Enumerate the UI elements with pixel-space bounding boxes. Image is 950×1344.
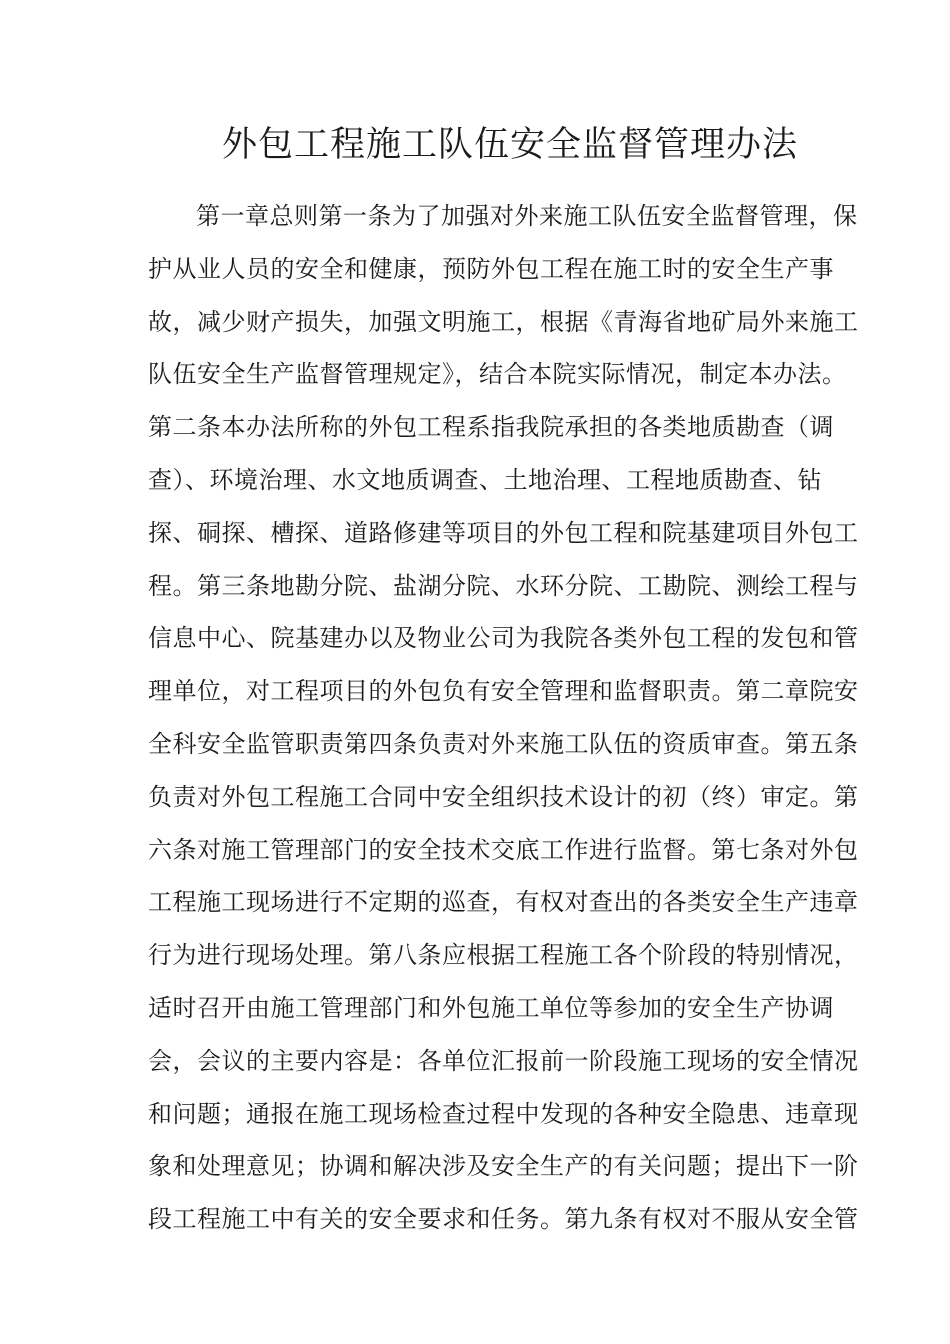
body-line: 段工程施工中有关的安全要求和任务。第九条有权对不服从安全管 — [148, 1205, 859, 1234]
body-line: 会，会议的主要内容是：各单位汇报前一阶段施工现场的安全情况 — [148, 1046, 859, 1075]
body-line: 和问题；通报在施工现场检查过程中发现的各种安全隐患、违章现 — [148, 1099, 859, 1128]
body-line: 故，减少财产损失，加强文明施工，根据《青海省地矿局外来施工 — [148, 307, 859, 336]
body-line: 第一章总则第一条为了加强对外来施工队伍安全监督管理，保 — [196, 202, 858, 230]
body-line: 工程施工现场进行不定期的巡查，有权对查出的各类安全生产违章 — [148, 888, 859, 917]
body-line: 探、硐探、槽探、道路修建等项目的外包工程和院基建项目外包工 — [148, 518, 859, 547]
body-line: 适时召开由施工管理部门和外包施工单位等参加的安全生产协调 — [148, 994, 834, 1022]
document-title: 外包工程施工队伍安全监督管理办法 — [221, 125, 798, 165]
body-line: 象和处理意见；协调和解决涉及安全生产的有关问题；提出下一阶 — [148, 1152, 859, 1181]
body-line: 护从业人员的安全和健康，预防外包工程在施工时的安全生产事 — [148, 254, 834, 283]
body-line: 全科安全监管职责第四条负责对外来施工队伍的资质审查。第五条 — [148, 730, 859, 758]
body-line: 队伍安全生产监督管理规定》，结合本院实际情况，制定本办法。 — [148, 360, 847, 389]
body-line: 第二条本办法所称的外包工程系指我院承担的各类地质勘查（调 — [148, 413, 834, 442]
body-line: 行为进行现场处理。第八条应根据工程施工各个阶段的特别情况， — [148, 941, 859, 970]
body-line: 负责对外包工程施工合同中安全组织技术设计的初（终）审定。第 — [148, 782, 859, 811]
body-line: 查）、环境治理、水文地质调查、土地治理、工程地质勘查、钻 — [148, 466, 822, 494]
body-line: 理单位，对工程项目的外包负有安全管理和监督职责。第二章院安 — [148, 677, 859, 706]
body-line: 程。第三条地勘分院、盐湖分院、水环分院、工勘院、测绘工程与 — [148, 571, 859, 600]
body-line: 六条对施工管理部门的安全技术交底工作进行监督。第七条对外包 — [148, 835, 859, 864]
body-line: 信息中心、院基建办以及物业公司为我院各类外包工程的发包和管 — [148, 624, 859, 653]
